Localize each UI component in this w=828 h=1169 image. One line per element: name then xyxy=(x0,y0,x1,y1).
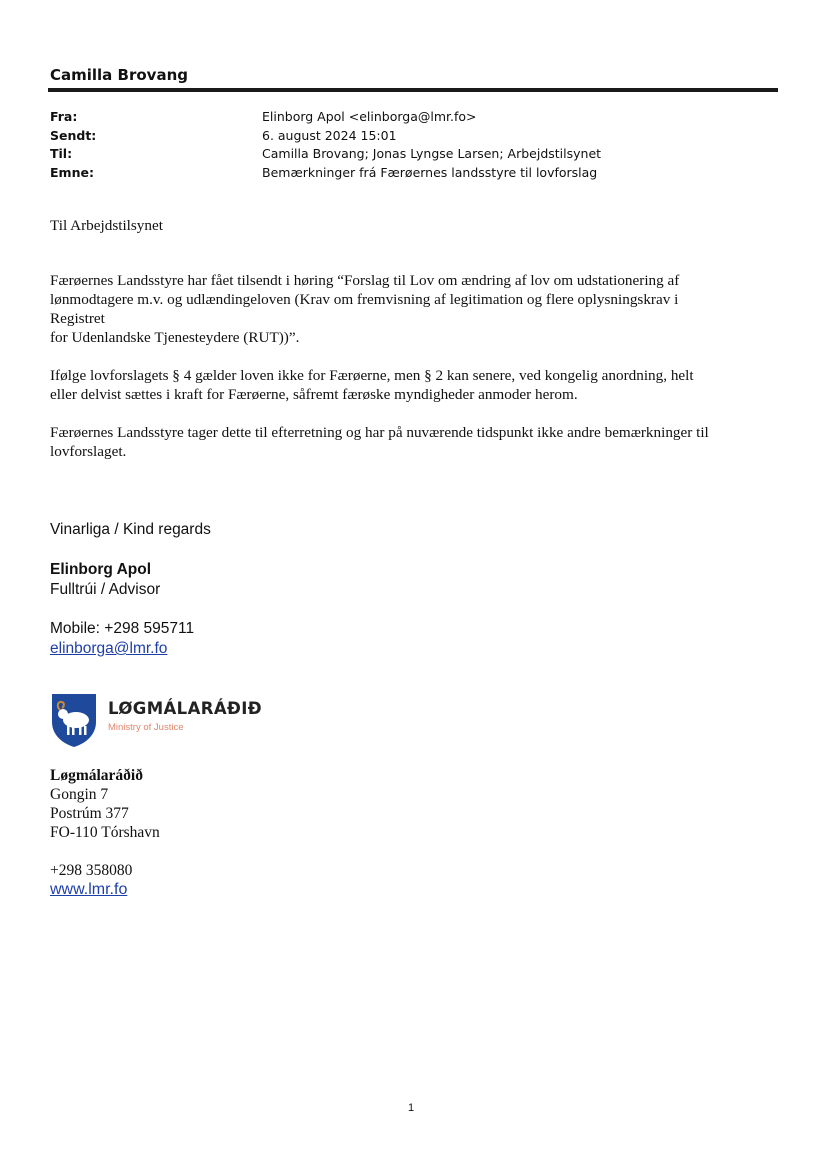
paragraph-line: for Udenlandske Tjenesteydere (RUT))”. xyxy=(50,329,300,346)
city: FO-110 Tórshavn xyxy=(50,824,160,841)
sent-value: 6. august 2024 15:01 xyxy=(262,127,397,143)
paragraph-line: lovforslaget. xyxy=(50,443,127,460)
page-number: 1 xyxy=(408,1102,415,1114)
ministry-subtitle: Ministry of Justice xyxy=(108,722,184,733)
contact-block xyxy=(50,766,160,899)
paragraph-line: Registret xyxy=(50,310,105,327)
sent-label: Sendt: xyxy=(50,127,97,143)
subject-label: Emne: xyxy=(50,164,94,180)
sender-name: Elinborg Apol xyxy=(50,561,152,578)
closing-regards: Vinarliga / Kind regards xyxy=(50,521,211,538)
header-row-sent xyxy=(50,127,601,146)
mailbox-owner-name: Camilla Brovang xyxy=(50,66,188,84)
paragraph-line: Færøernes Landsstyre har fået tilsendt i høring “Forslag til Lov om ændring af lov om udstationering af xyxy=(50,272,680,289)
paragraph-line: lønmodtagere m.v. og udlændingeloven (Krav om fremvisning af legitimation og flere oplysningskrav i xyxy=(50,291,679,308)
header-row-subject xyxy=(50,164,601,183)
paragraph-line: eller delvist sættes i kraft for Færøerne, såfremt færøske myndigheder anmoder herom. xyxy=(50,386,578,403)
organization-name: Løgmálaráðið xyxy=(50,767,143,784)
paragraph-section-4 xyxy=(50,366,790,404)
to-value: Camilla Brovang; Jonas Lyngse Larsen; Arbejdstilsynet xyxy=(262,146,602,161)
street-address: Gongin 7 xyxy=(50,786,109,803)
paragraph-line: Ifølge lovforslagets § 4 gælder loven ikke for Færøerne, men § 2 kan senere, ved kongelig anordning, helt xyxy=(50,367,694,384)
from-value: Elinborg Apol <elinborga@lmr.fo> xyxy=(262,109,477,124)
sender-email-link[interactable]: elinborga@lmr.fo xyxy=(50,640,168,657)
paragraph-hearing xyxy=(50,271,790,347)
email-signature xyxy=(50,520,211,659)
phone-number: +298 358080 xyxy=(50,862,133,879)
header-rule xyxy=(48,88,778,92)
faroe-ram-shield-icon xyxy=(50,692,98,748)
header-row-to xyxy=(50,145,601,164)
sender-title: Fulltrúi / Advisor xyxy=(50,581,161,598)
paragraph-conclusion xyxy=(50,423,790,461)
email-body xyxy=(50,216,790,480)
sender-mobile: Mobile: +298 595711 xyxy=(50,620,195,637)
header-row-from xyxy=(50,108,601,127)
to-label: Til: xyxy=(50,146,73,161)
salutation: Til Arbejdstilsynet xyxy=(50,217,163,234)
subject-value: Bemærkninger frá Færøernes landsstyre til lovforslag xyxy=(262,164,598,180)
paragraph-line: Færøernes Landsstyre tager dette til efterretning og har på nuværende tidspunkt ikke andre bemærkninger til xyxy=(50,424,709,441)
email-header xyxy=(50,108,601,182)
ministry-logo xyxy=(50,692,262,748)
website-link[interactable]: www.lmr.fo xyxy=(50,881,128,898)
ministry-name: LØGMÁLARÁÐIÐ xyxy=(108,699,263,718)
postbox: Postrúm 377 xyxy=(50,805,129,822)
from-label: Fra: xyxy=(50,109,78,124)
